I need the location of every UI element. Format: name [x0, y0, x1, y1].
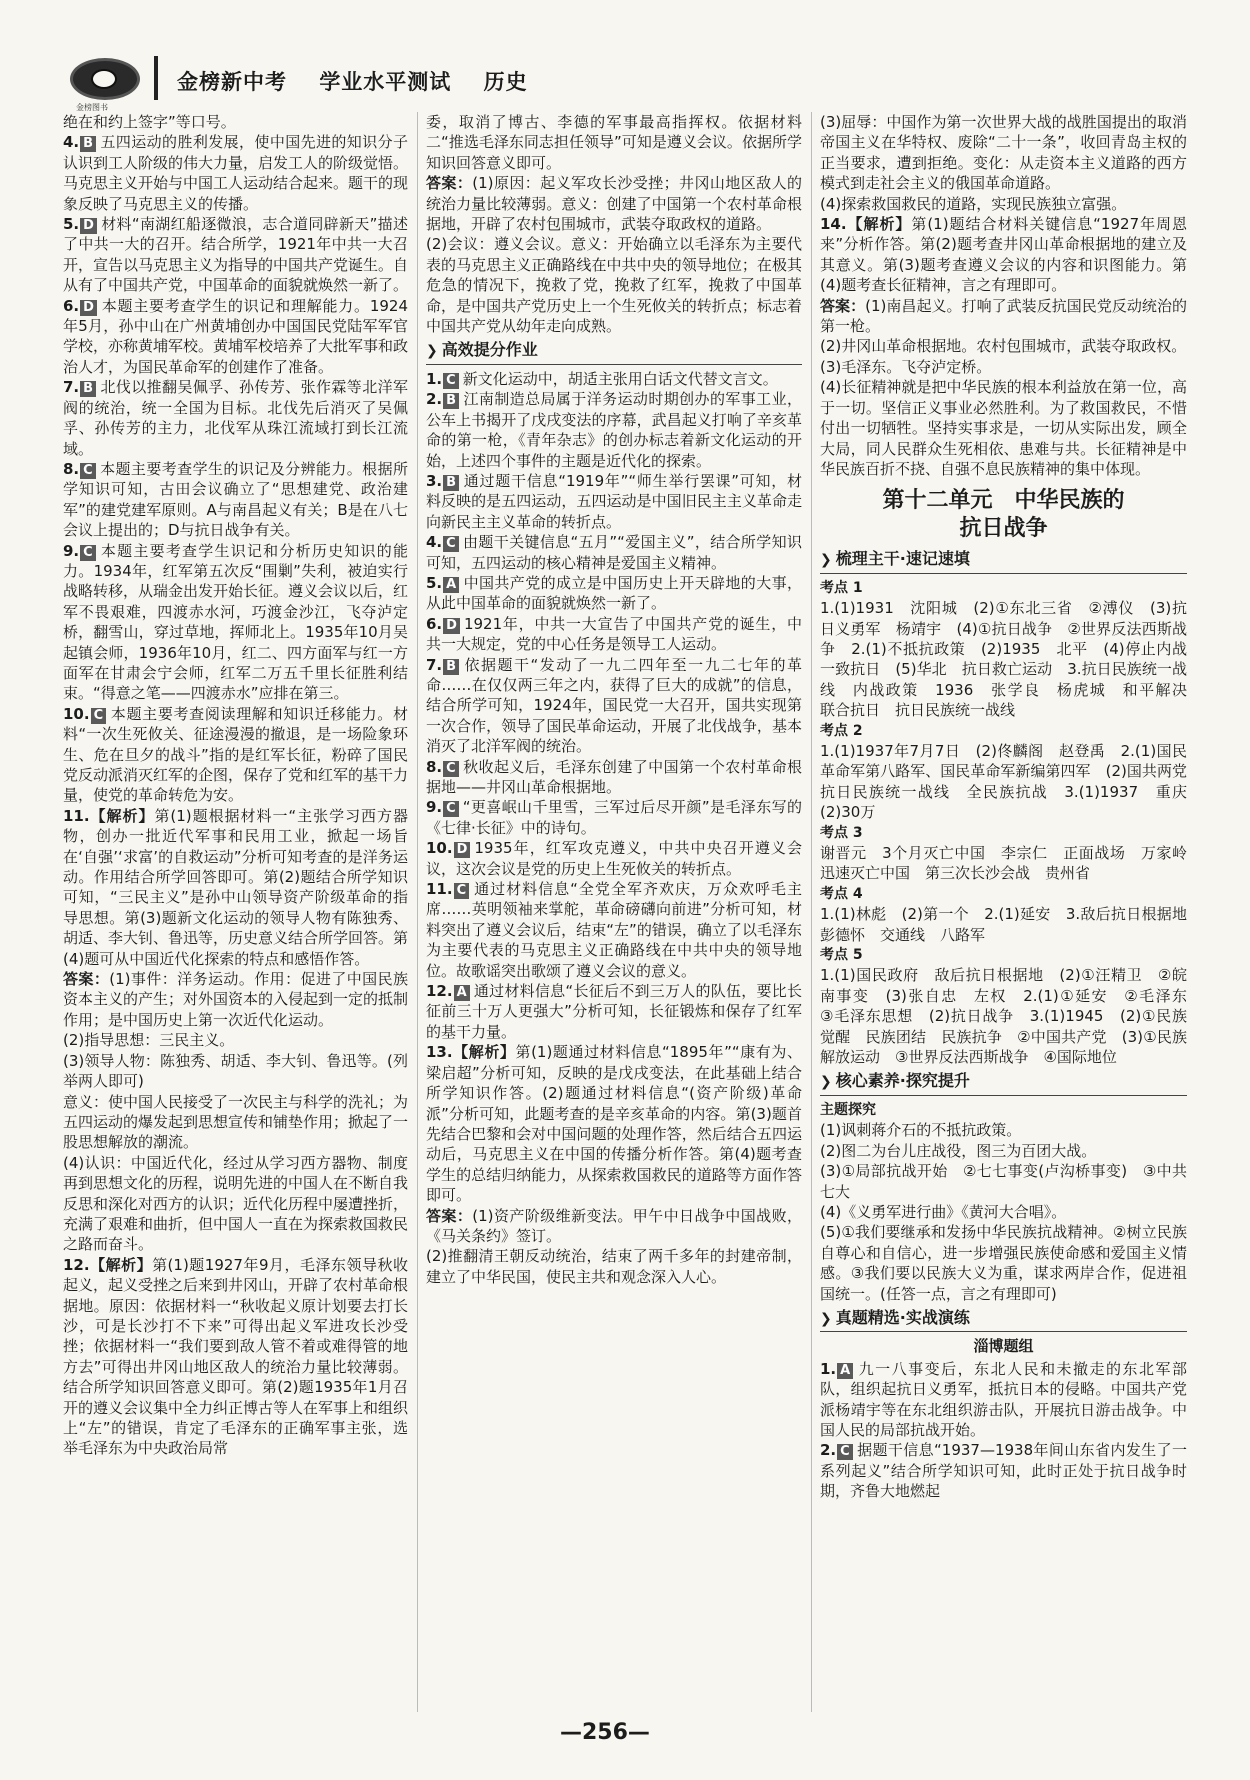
section-heading — [820, 1308, 1187, 1332]
answer-choice-badge: C — [837, 1444, 853, 1460]
question-explanation: 通过题干信息“1919年”“师生举行罢课”可知，材料反映的是五四运动，五四运动是中国旧民主主义革命走向新民主主义革命的转折点。 — [426, 471, 802, 531]
paragraph: (2)井冈山革命根据地。农村包围城市，武装夺取政权。 — [820, 337, 1187, 356]
kaodian-label: 主题探究 — [820, 1101, 876, 1118]
question-explanation: 五四运动的胜利发展，使中国先进的知识分子认识到工人阶级的伟大力量，启发工人的阶级觉悟。马克思主义开始与中国工人运动结合起来。题干的现象反映了马克思主义的传播。 — [63, 133, 409, 213]
section-heading-text: 高效提分作业 — [441, 340, 538, 360]
question-explanation: 第(1)题通过材料信息“1895年”“康有为、梁启超”分析可知，反映的是戊戌变法，在此基础上结合所学知识作答。(2)题通过材料信息“(资产阶级)革命派”分析可知，此题考查的是辛亥革命的内容。第(3)题首先结合巴黎和会对中国问题的处理作答，然后结合五四运动后，马克思主义在中国的传播分析作答。第(4)题考查学生的总结归纳能力，从探索救国救民的道路等方面作答即可。 — [426, 1043, 802, 1205]
answer-text: (1)资产阶级维新变法。甲午中日战争中国战败，《马关条约》签订。 — [426, 1206, 802, 1245]
question-number: 13. — [426, 1043, 453, 1062]
question-item — [63, 704, 408, 806]
paragraph: (1)讽刺蒋介石的不抵抗政策。 — [820, 1121, 1022, 1140]
chevron-right-icon: ❯ — [426, 343, 438, 360]
paragraph: 1.(1)1937年7月7日 (2)佟麟阁 赵登禹 2.(1)国民革命军第八路军、国民革命军新编第四军 (2)国共两党抗日民族统一战线 全民族抗战 3.(1)1937 重庆 (2)30万 — [820, 741, 1203, 822]
question-number: 4. — [63, 133, 80, 152]
answer-choice-badge: C — [80, 463, 96, 479]
question-number: 6. — [426, 614, 443, 633]
question-number: 7. — [426, 655, 443, 674]
question-item — [63, 806, 408, 969]
answer-text: (1)事件：洋务运动。作用：促进了中国民族资本主义的产生；对外国资本的入侵起到一定的抵制作用；是中国历史上第一次近代化运动。 — [63, 970, 409, 1029]
question-item — [426, 797, 802, 838]
paragraph: (2)推翻清王朝反动统治，结束了两千多年的封建帝制，建立了中华民国，使民主共和观念深入人心。 — [426, 1247, 802, 1286]
paragraph: (3)领导人物：陈独秀、胡适、李大钊、鲁迅等。(列举两人即可) — [63, 1051, 408, 1091]
question-explanation: 北伐以推翻吴佩孚、孙传芳、张作霖等北洋军阀的统治，统一全国为目标。北伐先后消灭了吴佩孚、孙传芳的主力，北伐军从珠江流域打到长江流域。 — [63, 378, 408, 458]
question-number: 2. — [426, 390, 443, 409]
answer-choice-badge: C — [443, 761, 459, 777]
group-title: 淄博题组 — [973, 1337, 1034, 1356]
question-explanation: 江南制造总局属于洋务运动时期创办的军事工业，公车上书揭开了戊戌变法的序幕，武昌起义打响了辛亥革命的第一枪，《青年杂志》的创办标志着新文化运动的开始，上述四个事件的主题是近代化的探索。 — [426, 390, 802, 470]
answer-choice-badge: B — [443, 475, 459, 491]
answer-choice-badge: C — [80, 545, 96, 561]
question-explanation: 据题干信息“1937—1938年间山东省内发生了一系列起义”结合所学知识可知，此时正处于抗日战争时期，齐鲁大地燃起 — [820, 1441, 1187, 1501]
answer-label: 答案： — [820, 296, 866, 315]
question-number: 2. — [820, 1441, 837, 1460]
answer-paragraph — [426, 173, 802, 234]
question-explanation: 第(1)题1927年9月，毛泽东领导秋收起义，起义受挫之后来到井冈山，开辟了农村革命根据地。原因：依据材料一“秋收起义原计划要去打长沙，可是长沙打不下来”可得出起义军进攻长沙受挫；依据材料一“我们要到敌人管不着或难得管的地方去”可得出井冈山地区敌人的统治力量比较薄弱。结合所学知识回答意义即可。第(2)题1935年1月召开的遵义会议集中全力纠正博古等人在军事上和组织上“左”的错误，肯定了毛泽东的正确军事主张，选举毛泽东为中央政治局常 — [63, 1255, 409, 1458]
question-item — [820, 1440, 1187, 1501]
paragraph: (4)认识：中国近代化，经过从学习西方器物、制度再到思想文化的历程，说明先进的中国人在不断自我反思和深化对西方的认识；近代化历程中屡遭挫折，充满了艰难和曲折，但中国人一直在为探索救国救民之路而奋斗。 — [63, 1153, 409, 1254]
question-explanation: 由题干关键信息“五月”“爱国主义”，结合所学知识可知，五四运动的核心精神是爱国主义精神。 — [426, 533, 802, 572]
question-explanation: “更喜岷山千里雪，三军过后尽开颜”是毛泽东写的《七律·长征》中的诗句。 — [426, 798, 802, 837]
question-item — [426, 838, 802, 879]
question-item — [63, 214, 408, 296]
question-number: 1. — [426, 369, 443, 388]
paragraph: (5)①我们要继承和发扬中华民族抗战精神。②树立民族自尊心和自信心，进一步增强民族使命感和爱国主义情感。③我们要以民族大义为重，谋求两岸合作，促进祖国统一。(任答一点，言之有理即可) — [820, 1223, 1187, 1303]
page-header — [62, 56, 1192, 112]
answer-choice-badge: B — [443, 393, 459, 409]
paragraph: 1.(1)林彪 (2)第一个 2.(1)延安 3.敌后抗日根据地 彭德怀 交通线 八路军 — [820, 905, 1203, 944]
question-item — [63, 296, 408, 378]
answer-choice-badge: C — [443, 801, 459, 817]
question-number: 10. — [63, 704, 90, 723]
question-explanation: 1921年，中共一大宣告了中国共产党的诞生，中共一大规定，党的中心任务是领导工人运动。 — [426, 614, 802, 654]
question-item — [820, 214, 1187, 296]
question-number: 9. — [63, 541, 80, 560]
answer-choice-badge: C — [443, 373, 459, 389]
question-explanation: 第(1)题根据材料一“主张学习西方器物，创办一批近代军事和民用工业，掀起一场旨在‘自强’‘求富’的自救运动”分析可知考查的是洋务运动。作用结合所学回答即可。第(2)题结合所学知识可知，“三民主义”是孙中山领导资产阶级革命的指导思想。第(3)题新文化运动的领导人物有陈独秀、胡适、李大钊、鲁迅等，历史意义结合所学回答。第(4)题可从中国近代化探索的特点和感悟作答。 — [63, 806, 409, 968]
question-number: 11. — [63, 806, 90, 825]
question-number: 10. — [426, 839, 453, 858]
paragraph: 意义：使中国人民接受了一次民主与科学的洗礼；为五四运动的爆发起到思想宣传和铺垫作用；掀起了一股思想解放的潮流。 — [63, 1092, 409, 1152]
question-number: 5. — [426, 573, 443, 592]
answer-text: (1)原因：起义军攻长沙受挫；井冈山地区敌人的统治力量比较薄弱。意义：创建了中国第一个农村革命根据地，开辟了农村包围城市，武装夺取政权的道路。 — [426, 174, 802, 234]
question-item — [426, 757, 802, 798]
question-item — [426, 389, 802, 471]
question-number: 6. — [63, 296, 80, 315]
question-item — [426, 573, 802, 614]
question-item — [63, 459, 408, 541]
question-item — [426, 879, 802, 981]
answer-text: (1)南昌起义。打响了武装反抗国民党反动统治的第一枪。 — [820, 296, 1187, 336]
kaodian-label: 考点 4 — [820, 885, 863, 902]
answer-choice-badge: A — [443, 577, 459, 593]
answer-choice-badge: B — [80, 136, 96, 152]
unit-title — [820, 487, 1187, 543]
paragraph: 1.(1)国民政府 敌后抗日根据地 (2)①汪精卫 ②皖南事变 (3)张自忠 左权 2.(1)①延安 ②毛泽东 ③毛泽东思想 (2)抗日战争 3.(1)1945 (2)①民族觉醒 民族团结 民族抗争 ②中国共产党 (3)①民族解放运动 ③世界反法西斯战争 ④国际地位 — [820, 966, 1203, 1067]
column-divider — [811, 112, 812, 1712]
question-explanation: 秋收起义后，毛泽东创建了中国第一个农村革命根据地——井冈山革命根据地。 — [426, 757, 802, 796]
question-item — [63, 541, 408, 704]
answer-column-2 — [426, 112, 802, 1287]
answer-choice-badge: D — [80, 218, 97, 234]
book-title: 金榜新中考 — [177, 70, 287, 94]
paragraph: (3)①局部抗战开始 ②七七事变(卢沟桥事变) ③中共七大 — [820, 1162, 1187, 1201]
question-number: 1. — [820, 1359, 837, 1378]
question-number: 9. — [426, 798, 443, 817]
header-divider — [154, 56, 158, 100]
unit-title-line: 第十二单元 中华民族的 — [882, 488, 1125, 514]
question-number: 8. — [63, 459, 80, 478]
question-item — [63, 132, 408, 214]
answer-choice-badge: C — [91, 708, 107, 724]
answer-label: 答案： — [63, 970, 110, 989]
analysis-tag: 【解析】 — [89, 806, 155, 825]
paragraph: 委，取消了博古、李德的军事最高指挥权。依据材料二“推选毛泽东同志担任领导”可知是遵义会议。依据所学知识回答意义即可。 — [426, 113, 802, 172]
section-heading-text: 核心素养·探究提升 — [835, 1071, 970, 1091]
answer-choice-badge: A — [837, 1363, 853, 1379]
subject-title: 历史 — [483, 70, 528, 94]
question-number: 14. — [820, 215, 847, 234]
page-number: —256— — [560, 1720, 650, 1745]
section-heading — [820, 1071, 1187, 1095]
question-item — [426, 614, 802, 655]
question-explanation: 新文化运动中，胡适主张用白话文代替文言文。 — [462, 369, 778, 388]
publisher-logo-icon — [70, 58, 140, 100]
answer-choice-badge: B — [443, 659, 459, 675]
question-explanation: 材料“南湖红船逐微浪，志合道同辟新天”描述了中共一大的召开。结合所学，1921年中共一大召开，宣告以马克思主义为指导的中国共产党诞生。自从有了中国共产党，中国革命的面貌就焕然一新了。 — [63, 215, 409, 295]
question-number: 8. — [426, 757, 443, 776]
answer-label: 答案： — [426, 174, 473, 193]
chevron-right-icon: ❯ — [820, 552, 832, 569]
question-number: 3. — [426, 471, 443, 490]
question-explanation: 中国共产党的成立是中国历史上开天辟地的大事，从此中国革命的面貌就焕然一新了。 — [426, 573, 802, 613]
analysis-tag: 【解析】 — [452, 1043, 516, 1062]
question-explanation: 本题主要考查阅读理解和知识迁移能力。材料“一次生死攸关、征途漫漫的撤退，是一场险象环生、危在旦夕的战斗”指的是红军长征，粉碎了国民党反动派消灭红军的企图，保存了党和红军的基干力量，使党的革命转危为安。 — [63, 704, 409, 805]
paragraph: 绝在和约上签字”等口号。 — [63, 113, 236, 131]
paragraph: 谢晋元 3个月灭亡中国 李宗仁 正面战场 万家岭 迅速灭亡中国 第三次长沙会战 贵州省 — [820, 844, 1203, 883]
chevron-right-icon: ❯ — [820, 1074, 832, 1091]
question-item — [426, 532, 802, 573]
question-item — [426, 981, 802, 1042]
analysis-tag: 【解析】 — [89, 1255, 153, 1274]
answer-choice-badge: D — [454, 842, 471, 858]
paragraph: (2)指导思想：三民主义。 — [63, 1031, 235, 1050]
section-heading — [426, 340, 802, 364]
paragraph: (4)长征精神就是把中华民族的根本利益放在第一位，高于一切。坚信正义事业必然胜利。为了救国救民，不惜付出一切牺牲。坚持实事求是，一切从实际出发，顾全大局，同人民群众生死相依、患难与共。长征精神是中华民族百折不挠、自强不息民族精神的集中体现。 — [820, 378, 1187, 478]
section-heading-text: 真题精选·实战演练 — [835, 1307, 970, 1327]
paragraph: (3)屈辱：中国作为第一次世界大战的战胜国提出的取消帝国主义在华特权、废除“二十一条”，收回青岛主权的正当要求，遭到拒绝。变化：从走资本主义道路的西方模式到走社会主义的俄国革命道路。 — [820, 113, 1187, 193]
question-explanation: 九一八事变后，东北人民和未撤走的东北军部队，组织起抗日义勇军，抵抗日本的侵略。中国共产党派杨靖宇等在东北组织游击队，开展抗日游击战争。中国人民的局部抗战开始。 — [820, 1359, 1187, 1439]
question-explanation: 本题主要考查学生识记和分析历史知识的能力。1934年，红军第五次反“围剿”失利，被迫实行战略转移，从瑞金出发开始长征。遵义会议以后，红军不畏艰难，四渡赤水河，巧渡金沙江，飞夺泸定桥，翻雪山，穿过草地，挥师北上。1935年10月吴起镇会师，1936年10月，红二、四方面军与红一方面军在甘肃会宁会师，红军二万五千里长征胜利结束。“得意之笔——四渡赤水”应排在第三。 — [63, 541, 409, 703]
answer-column-1 — [63, 112, 408, 1459]
unit-title-line: 抗日战争 — [959, 516, 1048, 542]
question-item — [426, 655, 802, 757]
paragraph: (4)探索救国救民的道路，实现民族独立富强。 — [820, 194, 1127, 213]
answer-paragraph — [426, 1206, 802, 1247]
answer-choice-badge: C — [454, 883, 470, 899]
question-explanation: 1935年，红军攻克遵义，中共中央召开遵义会议，这次会议是党的历史上生死攸关的转折点。 — [426, 839, 802, 878]
answer-paragraph — [63, 969, 408, 1030]
question-item — [426, 471, 802, 532]
analysis-tag: 【解析】 — [846, 215, 912, 234]
question-number: 7. — [63, 378, 80, 397]
question-item — [63, 1255, 408, 1459]
kaodian-label: 考点 2 — [820, 722, 863, 739]
question-number: 12. — [426, 982, 453, 1001]
paragraph: (3)毛泽东。飞夺泸定桥。 — [820, 357, 992, 376]
question-number: 4. — [426, 533, 443, 552]
paragraph: (2)会议：遵义会议。意义：开始确立以毛泽东为主要代表的马克思主义正确路线在中共中央的领导地位；在极其危急的情况下，挽救了党，挽救了红军，挽救了中国革命，是中国共产党历史上一个生死攸关的转折点；标志着中国共产党从幼年走向成熟。 — [426, 235, 802, 336]
question-explanation: 依据题干“发动了一九二四年至一九二七年的革命……在仅仅两三年之内，获得了巨大的成就”的信息，结合所学可知，1924年，国民党一大召开，国共实现第一次合作，领导了国民革命运动，开展了北伐战争，基本消灭了北洋军阀的统治。 — [426, 655, 802, 756]
answer-choice-badge: D — [80, 300, 97, 316]
kaodian-label: 考点 5 — [820, 947, 863, 964]
question-explanation: 本题主要考查学生的识记及分辨能力。根据所学知识可知，古田会议确立了“思想建党、政治建军”的建党建军原则。A与南昌起义有关；B是在八七会议上提出的；D与抗日战争有关。 — [63, 459, 408, 540]
question-number: 11. — [426, 880, 453, 899]
answer-choice-badge: B — [80, 381, 96, 397]
question-explanation: 通过材料信息“全党全军齐欢庆，万众欢呼毛主席……英明领袖来掌舵，革命磅礴向前进”分析可知，材料突出了遵义会议后，结束“左”的错误，确立了以毛泽东为主要代表的马克思主义正确路线在中共中央的领导地位。故歌谣突出歌颂了遵义会议的意义。 — [426, 880, 802, 980]
chevron-right-icon: ❯ — [820, 1310, 832, 1327]
question-item — [820, 1359, 1187, 1441]
series-title: 学业水平测试 — [319, 70, 452, 94]
question-explanation: 本题主要考查学生的识记和理解能力。1924年5月，孙中山在广州黄埔创办中国国民党陆军军官学校，亦称黄埔军校。黄埔军校培养了大批军事和政治人才，为国民革命军的创建作了准备。 — [63, 296, 409, 376]
question-explanation: 第(1)题结合材料关键信息“1927年周恩来”分析作答。第(2)题考查井冈山革命根据地的建立及其意义。第(3)题考查遵义会议的内容和识图能力。第(4)题考查长征精神，言之有理即可。 — [820, 215, 1187, 295]
answer-label: 答案： — [426, 1206, 473, 1225]
column-divider — [417, 112, 418, 1712]
question-item — [63, 377, 408, 459]
answer-choice-badge: A — [454, 985, 470, 1001]
kaodian-label: 考点 3 — [820, 824, 863, 841]
paragraph: (2)图二为台儿庄战役，图三为百团大战。 — [820, 1141, 1097, 1160]
question-number: 5. — [63, 215, 80, 234]
answer-choice-badge: C — [443, 536, 459, 552]
section-heading-text: 梳理主干·速记速填 — [835, 549, 970, 569]
section-heading — [820, 549, 1187, 573]
answer-column-3 — [820, 112, 1203, 1502]
paragraph: 1.(1)1931 沈阳城 (2)①东北三省 ②溥仪 (3)抗日义勇军 杨靖宇 (4)①抗日战争 ②世界反法西斯战争 2.(1)不抵抗政策 (2)1935 北平 (4)停止内战 一致抗日 (5)华北 抗日救亡运动 3.抗日民族统一战线 内战政策 1936 张学良 杨虎城 和平解决 联合抗日 抗日民族统一战线 — [820, 599, 1203, 720]
question-explanation: 通过材料信息“长征后不到三万人的队伍，要比长征前三十万人更强大”分析可知，长征锻炼和保存了红军的基干力量。 — [426, 982, 802, 1041]
kaodian-label: 考点 1 — [820, 579, 863, 596]
logo-caption: 金榜图书 — [76, 103, 108, 112]
question-item — [426, 369, 802, 389]
header-title — [177, 66, 552, 96]
answer-choice-badge: D — [443, 618, 460, 634]
answer-paragraph — [820, 296, 1187, 337]
question-number: 12. — [63, 1255, 90, 1274]
question-item — [426, 1042, 802, 1205]
paragraph: (4)《义勇军进行曲》《黄河大合唱》。 — [820, 1202, 1067, 1221]
